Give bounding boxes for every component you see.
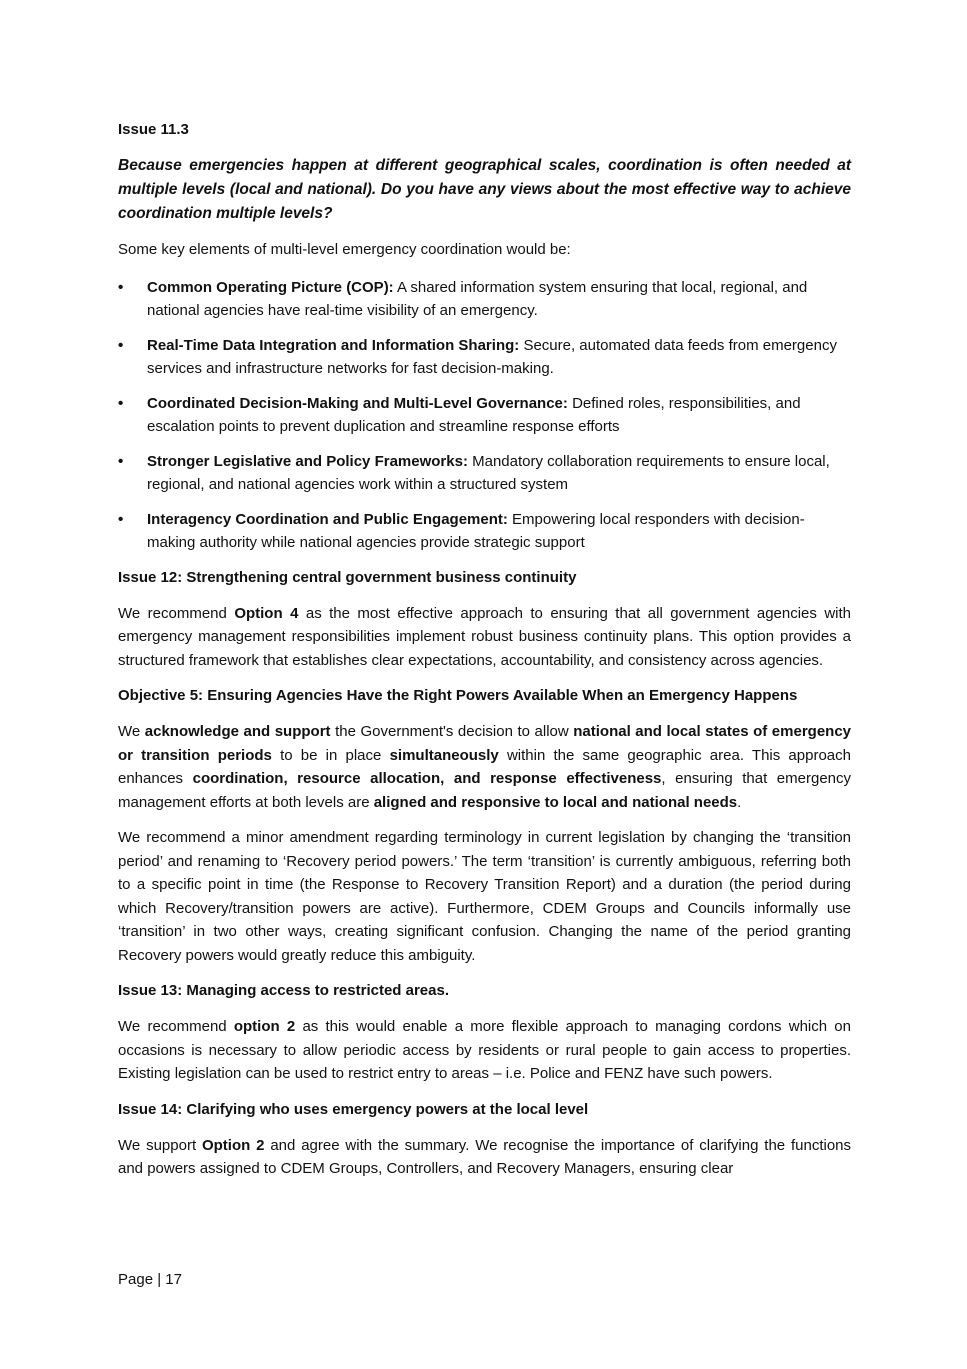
emphasis-option: Option 2 [201, 1136, 265, 1154]
issue-13-heading: Issue 13: Managing access to restricted areas. [118, 982, 449, 999]
text-run: within the same geographic area. This approach enhances [118, 746, 851, 787]
text-run: and agree with the summary. We recognise the importance of clarifying the functions and powers assigned to CDEM Groups, Controllers, and Recovery Managers, ensuring clear [118, 1136, 852, 1177]
objective-5-paragraph-1 [118, 720, 851, 814]
bullet-title: Interagency Coordination and Public Engagement: [147, 510, 508, 528]
bullet-icon: • [118, 336, 124, 354]
emphasis: coordination, resource allocation, and response effectiveness [192, 770, 662, 787]
emphasis: national and local states of emergency or transition periods [118, 723, 852, 764]
text-run: , ensuring that emergency management efforts at both levels are [118, 770, 851, 811]
issue-11-3-intro: Some key elements of multi-level emergency coordination would be: [118, 241, 571, 258]
text-run: as this would enable a more flexible approach to managing cordons which on occasions is necessary to allow periodic access by residents or rural people to gain access to properties. Existing legislation can be used to restrict entry to areas – i.e. Police and FENZ have such powers. [118, 1018, 851, 1082]
text-run: We recommend [118, 604, 227, 622]
list-item [118, 334, 851, 381]
bullet-icon: • [118, 452, 124, 470]
bullet-title: Stronger Legislative and Policy Frameworks: [147, 452, 468, 470]
bullet-title: Common Operating Picture (COP): [147, 278, 394, 296]
bullet-title: Coordinated Decision-Making and Multi-Level Governance: [147, 394, 568, 412]
text-run: We support [118, 1136, 197, 1154]
emphasis-option: option 2 [233, 1018, 296, 1035]
text-run: the Government's decision to allow [335, 723, 569, 740]
bullet-title: Real-Time Data Integration and Information Sharing: [147, 336, 520, 354]
emphasis-option: Option 4 [234, 604, 299, 622]
objective-5-paragraph-2: We recommend a minor amendment regarding terminology in current legislation by changing the ‘transition period’ and renaming to ‘Recovery period powers.’ The term ‘transition’ is currently ambiguous, referring both to a specific point in time (the Response to Recovery Transition Report) and a duration (the period during which Recovery/transition powers are active). Furthermore, CDEM Groups and Councils informally use ‘transition’ in two other ways, creating significant confusion. Changing the name of the period granting Recovery powers would greatly reduce this ambiguity. [118, 829, 851, 964]
text-run: We [118, 723, 141, 740]
emphasis: acknowledge and support [144, 723, 331, 740]
issue-14-paragraph [118, 1134, 851, 1181]
issue-12-paragraph [118, 602, 851, 673]
bullet-text: Secure, automated data feeds from emergency services and infrastructure networks for fast decision-making. [147, 336, 837, 377]
objective-5-heading: Objective 5: Ensuring Agencies Have the Right Powers Available When an Emergency Happens [118, 687, 798, 704]
text-run: We recommend [118, 1018, 227, 1035]
text-run: as the most effective approach to ensuring that all government agencies with emergency management responsibilities implement robust business continuity plans. This option provides a structured framework that establishes clear expectations, accountability, and consistency across agencies. [118, 604, 852, 669]
bullet-text: Empowering local responders with decision-making authority while national agencies provide strategic support [147, 510, 805, 551]
issue-13-paragraph [118, 1015, 851, 1086]
document-page [118, 118, 851, 1193]
bullet-icon: • [118, 510, 124, 528]
list-item [118, 450, 851, 497]
issue-14-heading: Issue 14: Clarifying who uses emergency powers at the local level [118, 1100, 589, 1118]
emphasis: simultaneously [389, 746, 499, 764]
list-item [118, 508, 851, 555]
text-run: to be in place [280, 746, 382, 764]
text-run: . [737, 793, 742, 811]
page-number: Page | 17 [118, 1271, 182, 1288]
list-item [118, 392, 851, 439]
issue-11-3-heading: Issue 11.3 [118, 121, 189, 138]
coordination-elements-list [118, 276, 851, 555]
list-item [118, 276, 851, 323]
emphasis: aligned and responsive to local and national needs [373, 793, 738, 811]
bullet-text: Defined roles, responsibilities, and escalation points to prevent duplication and streamline response efforts [147, 394, 801, 435]
issue-12-heading: Issue 12: Strengthening central government business continuity [118, 568, 577, 586]
bullet-text: Mandatory collaboration requirements to ensure local, regional, and national agencies work within a structured system [147, 452, 830, 493]
bullet-icon: • [118, 394, 124, 412]
issue-11-3-question: Because emergencies happen at different geographical scales, coordination is often needed at multiple levels (local and national). Do you have any views about the most effective way to achieve coordination multiple levels? [118, 157, 851, 222]
bullet-icon: • [118, 278, 124, 296]
bullet-text: A shared information system ensuring that local, regional, and national agencies have real-time visibility of an emergency. [147, 278, 808, 319]
